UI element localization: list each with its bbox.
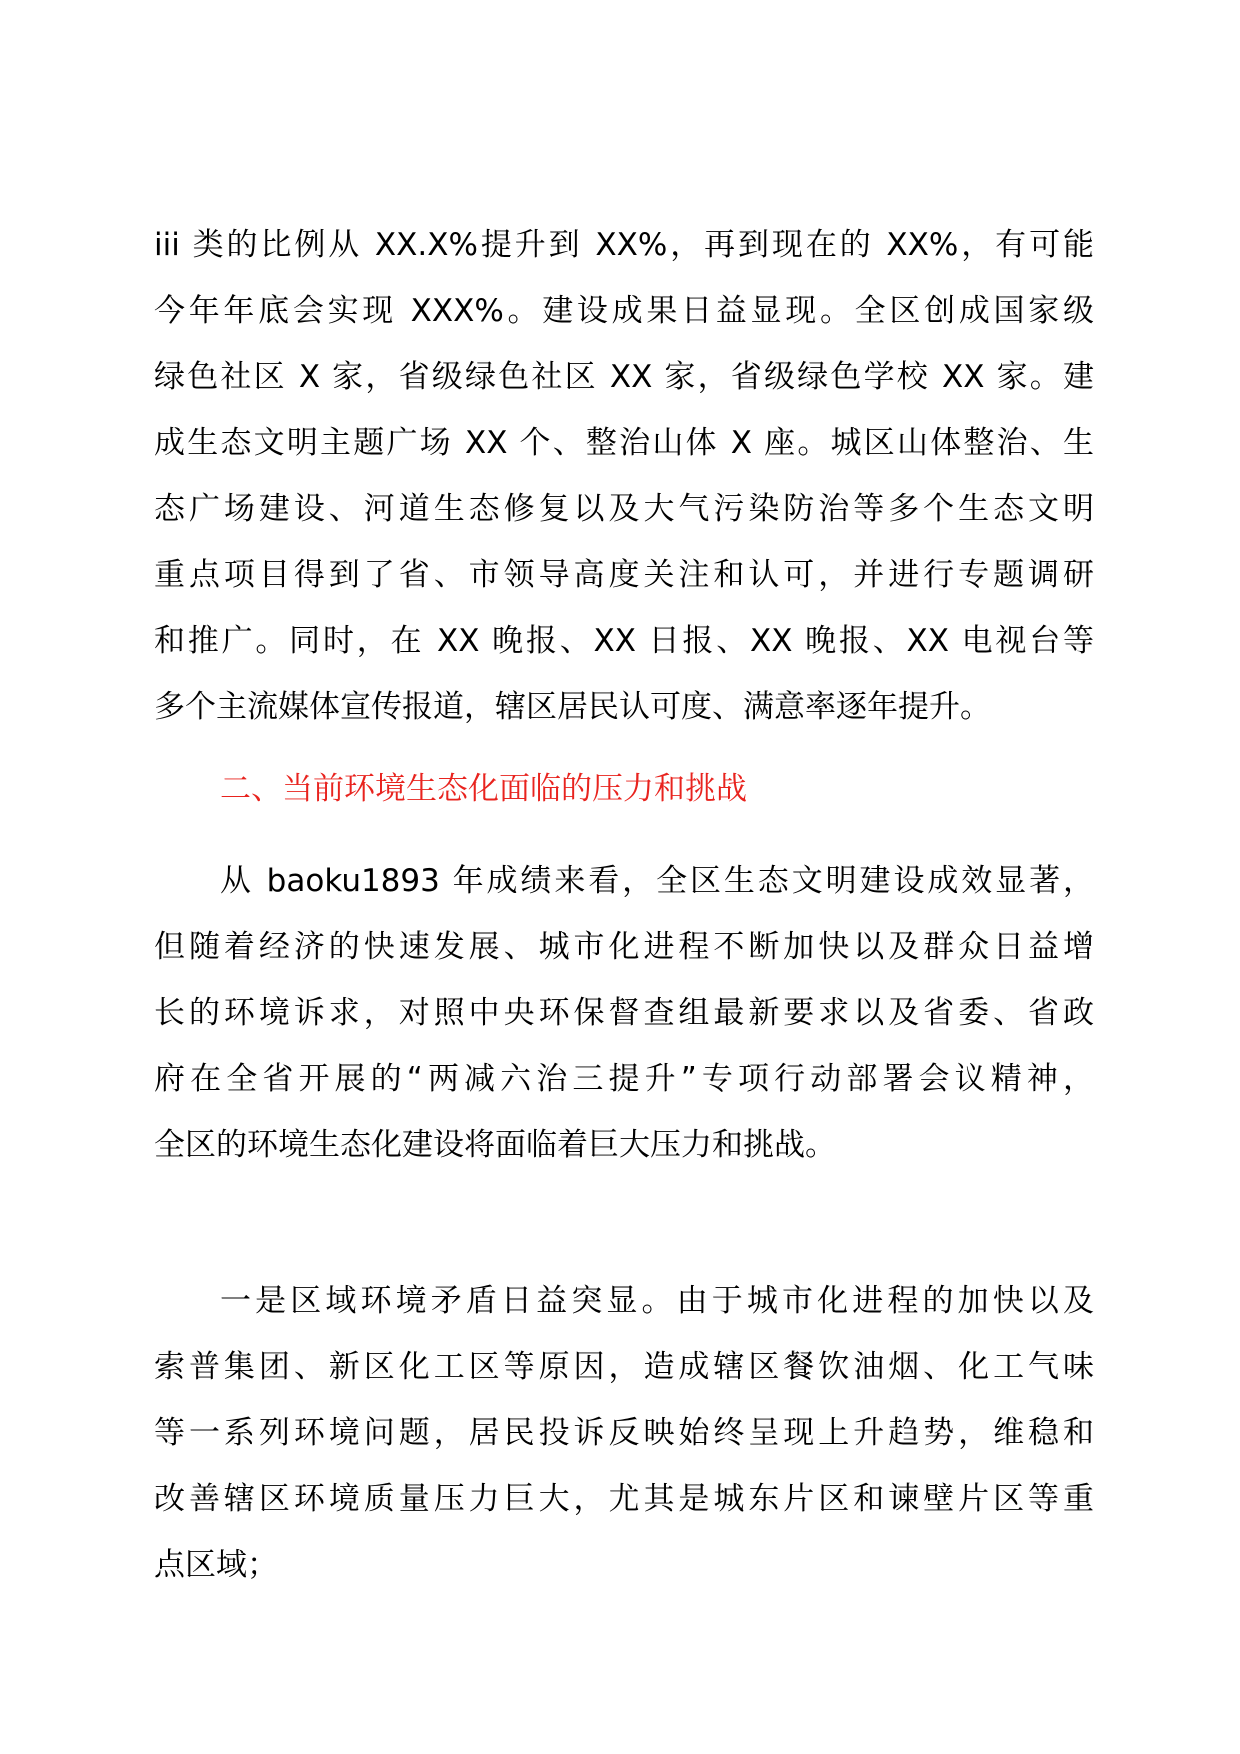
text-line: 一是区域环境矛盾日益突显。由于城市化进程的加快以及 (220, 1283, 1094, 1319)
text-line: iii 类的比例从 XX.X%提升到 XX%，再到现在的 XX%，有可能 (154, 227, 1094, 263)
text-line: 态广场建设、河道生态修复以及大气污染防治等多个生态文明 (154, 491, 1094, 527)
paragraph-achievements (154, 212, 1094, 740)
text-line: 多个主流媒体宣传报道，辖区居民认可度、满意率逐年提升。 (154, 689, 991, 725)
text-line: 从 baoku1893 年成绩来看，全区生态文明建设成效显著， (220, 863, 1094, 899)
section-heading: 二、当前环境生态化面临的压力和挑战 (220, 771, 747, 807)
text-line: 重点项目得到了省、市领导高度关注和认可，并进行专题调研 (154, 557, 1094, 593)
text-line: 今年年底会实现 XXX%。建设成果日益显现。全区创成国家级 (154, 293, 1094, 329)
text-line: 和推广。同时，在 XX 晚报、XX 日报、XX 晚报、XX 电视台等 (154, 623, 1094, 659)
paragraph-challenges-intro (154, 848, 1094, 1178)
text-line: 绿色社区 X 家，省级绿色社区 XX 家，省级绿色学校 XX 家。建 (154, 359, 1094, 395)
text-line: 府在全省开展的“两减六治三提升”专项行动部署会议精神， (154, 1061, 1094, 1097)
paragraph-regional-conflicts (154, 1268, 1094, 1598)
text-line: 成生态文明主题广场 XX 个、整治山体 X 座。城区山体整治、生 (154, 425, 1094, 461)
text-line: 但随着经济的快速发展、城市化进程不断加快以及群众日益增 (154, 929, 1094, 965)
text-line: 等一系列环境问题，居民投诉反映始终呈现上升趋势，维稳和 (154, 1415, 1094, 1451)
text-line: 全区的环境生态化建设将面临着巨大压力和挑战。 (154, 1127, 836, 1163)
text-line: 改善辖区环境质量压力巨大，尤其是城东片区和谏壁片区等重 (154, 1481, 1094, 1517)
text-line: 点区域； (154, 1547, 278, 1583)
text-line: 长的环境诉求，对照中央环保督查组最新要求以及省委、省政 (154, 995, 1094, 1031)
text-line: 索普集团、新区化工区等原因，造成辖区餐饮油烟、化工气味 (154, 1349, 1094, 1385)
